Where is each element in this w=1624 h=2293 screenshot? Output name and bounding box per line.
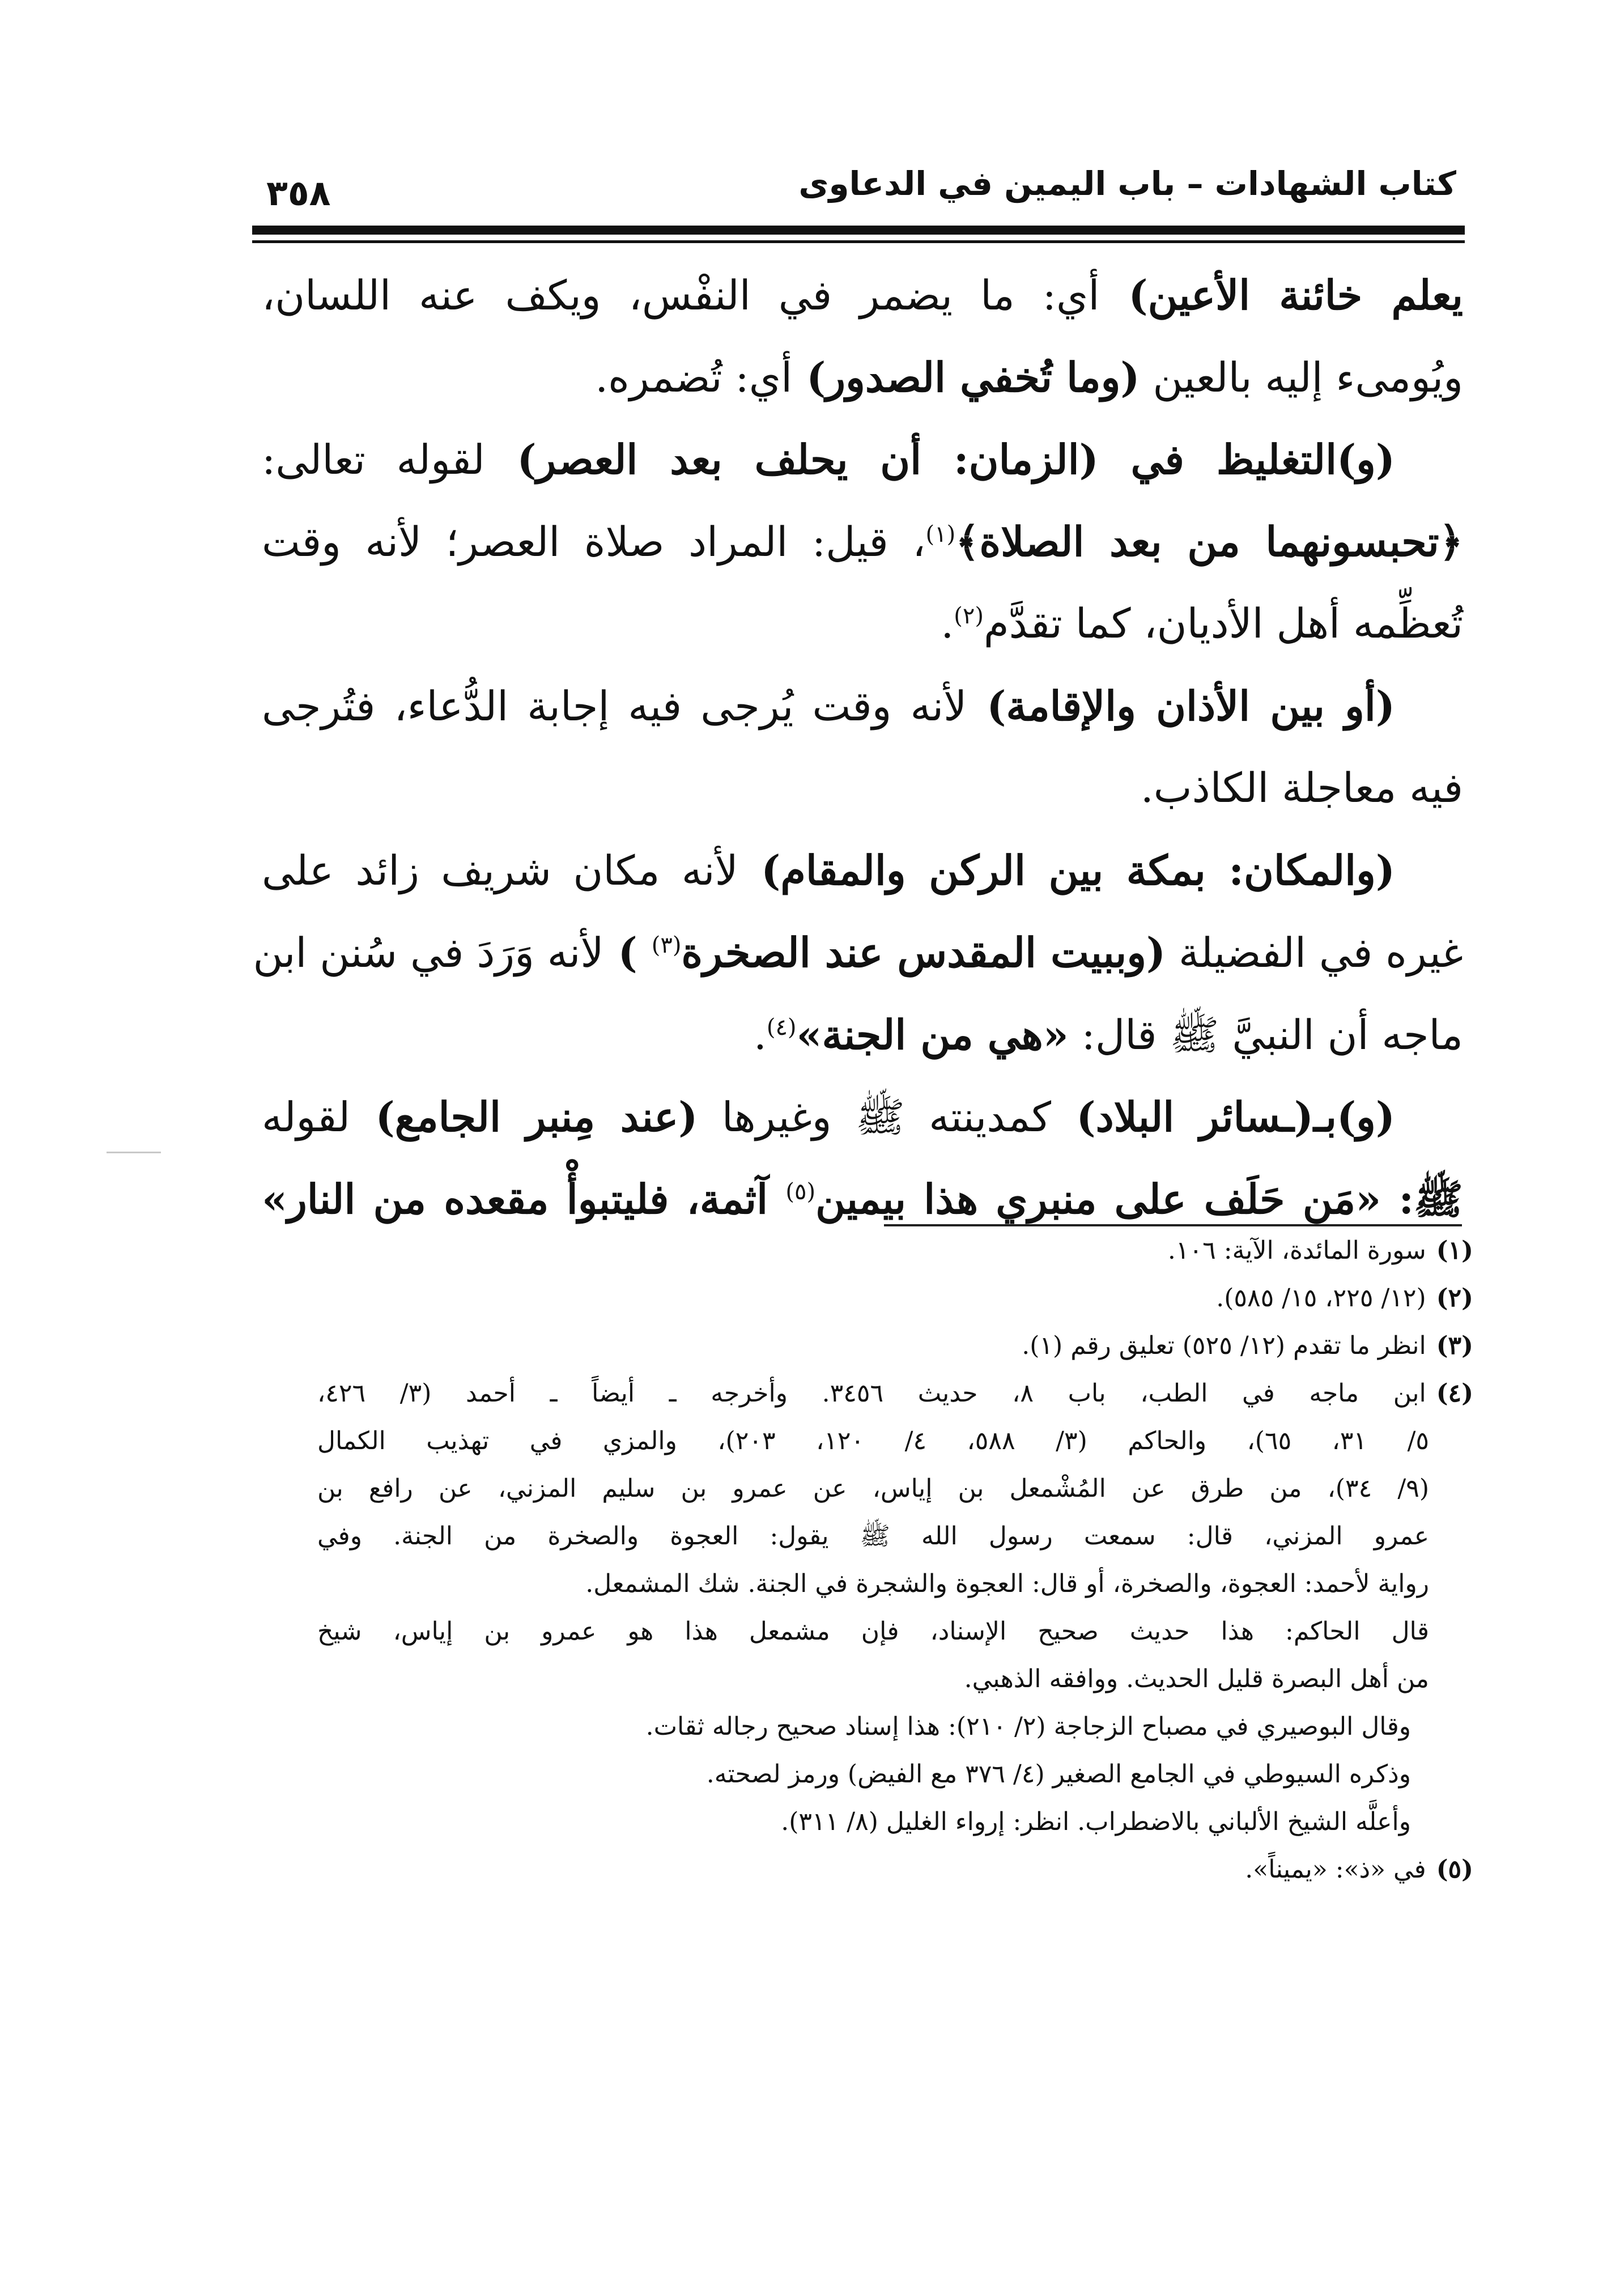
text-segment: ماجه أن النبيَّ ﷺ قال:: [1068, 1011, 1463, 1059]
text-segment: لأنه مكان شريف زائد على: [262, 847, 738, 894]
text-segment: غيره في الفضيلة: [1166, 929, 1463, 976]
text-line: [253, 911, 1463, 993]
footnote-line: [317, 1608, 1473, 1655]
text-segment: (وما تُخفي الصدور): [792, 353, 1140, 401]
page-number: ٣٥٨: [266, 172, 331, 214]
footnote-text: قال الحاكم: هذا حديث صحيح الإسناد، فإن مشمعل هذا هو عمرو بن إياس، شيخ: [317, 1617, 1429, 1646]
text-line: [262, 1076, 1463, 1158]
text-segment: لأنه وَرَدَ في سُنن ابن: [253, 929, 604, 976]
footnote-number: (١): [1436, 1236, 1473, 1265]
footnote-text: رواية لأحمد: العجوة، والصخرة، أو قال: العجوة والشجرة في الجنة. شك المشمعل.: [585, 1569, 1429, 1598]
text-segment: .: [753, 1011, 767, 1059]
page-header: [266, 159, 1456, 221]
footnote-line: [317, 1513, 1473, 1560]
footnote-text: وذكره السيوطي في الجامع الصغير (٤/ ٣٧٦ مع الفيض) ورمز لصحته.: [706, 1760, 1411, 1789]
footnote-line: [317, 1751, 1473, 1798]
text-segment: «هي من الجنة»: [796, 1010, 1069, 1059]
text-segment: ﴿تحبسونهما من بعد الصلاة﴾: [955, 517, 1463, 566]
text-segment: أي: تُضمره.: [595, 354, 793, 401]
footnote-line: [317, 1275, 1473, 1322]
footnote-number: (٢): [1436, 1284, 1473, 1313]
text-line: [262, 665, 1463, 747]
text-segment: (والمكان: بمكة بين الركن والمقام): [738, 846, 1395, 894]
footnote-text: ٥/ ٣١، ٦٥)، والحاكم (٣/ ٥٨٨، ٤/ ١٢٠، ٢٠٣)، والمزي في تهذيب الكمال: [317, 1426, 1430, 1455]
text-segment: .: [941, 600, 954, 647]
footnote-ref: (٥): [785, 1179, 816, 1205]
footnotes: [317, 1227, 1473, 1893]
text-segment: كمدينته ﷺ وغيرها: [698, 1093, 1051, 1141]
footnote-number: (٤): [1436, 1379, 1474, 1408]
text-line: [262, 336, 1463, 418]
footnote-ref: (١): [925, 521, 956, 547]
footnote-ref: (٣): [651, 932, 682, 958]
footnote-text: (١٢/ ٢٢٥، ١٥/ ٥٨٥).: [1216, 1284, 1426, 1313]
footnote-number: (٥): [1436, 1855, 1473, 1884]
footnote-text: في «ذ»: «يميناً».: [1245, 1855, 1426, 1884]
footnote-text: انظر ما تقدم (١٢/ ٥٢٥) تعليق رقم (١).: [1022, 1331, 1426, 1360]
text-line: [262, 418, 1463, 500]
footnote-text: من أهل البصرة قليل الحديث. ووافقه الذهبي.: [964, 1664, 1429, 1693]
footnote-text: سورة المائدة، الآية: ١٠٦.: [1167, 1236, 1426, 1265]
text-segment: (أو بين الأذان والإقامة): [967, 682, 1395, 730]
footnote-text: وقال البوصيري في مصباح الزجاجة (٢/ ٢١٠): هذا إسناد صحيح رجاله ثقات.: [645, 1712, 1411, 1741]
footnote-line: [317, 1370, 1473, 1417]
text-segment: فيه معاجلة الكاذب.: [1140, 764, 1463, 812]
footnote-line: [317, 1465, 1473, 1513]
footnote-ref: (٢): [954, 603, 984, 629]
text-segment: ﷺ: «مَن حَلَف على منبري هذا بيمين: [815, 1175, 1463, 1223]
footnote-number: (٣): [1436, 1331, 1473, 1360]
footnote-line: [317, 1560, 1473, 1608]
text-segment: لقوله تعالى:: [262, 436, 485, 483]
footnote-text: وأعلَّه الشيخ الألباني بالاضطراب. انظر: إرواء الغليل (٨/ ٣١١).: [781, 1807, 1411, 1836]
footnote-line: [317, 1322, 1473, 1370]
text-line: [262, 829, 1463, 911]
text-segment: تُعظِّمه أهل الأديان، كما تقدَّم: [984, 600, 1463, 647]
text-segment: (وببيت المقدس عند الصخرة: [681, 928, 1166, 976]
footnote-line: [317, 1655, 1473, 1703]
scan-edge-mark: [107, 1152, 161, 1153]
text-line: [262, 500, 1463, 583]
footnote-line: [317, 1417, 1473, 1465]
footnote-line: [317, 1703, 1473, 1751]
text-segment: آثمة، فليتبوأْ مقعده من النار»: [262, 1175, 786, 1223]
text-segment: أي: ما يضمر في النفْس، ويكف عنه اللسان،: [262, 271, 1100, 319]
footnote-ref: (٤): [766, 1014, 797, 1041]
header-rule-thin: [252, 240, 1465, 243]
text-segment: (و)بـ(ـسائر البلاد): [1051, 1093, 1395, 1141]
footnote-line: [317, 1798, 1473, 1846]
running-title: كتاب الشهادات – باب اليمين في الدعاوى: [798, 164, 1456, 203]
main-text: [253, 254, 1463, 1240]
text-segment: (و)التغليظ في (الزمان: أن يحلف بعد العصر): [484, 435, 1395, 483]
text-segment: لقوله: [262, 1093, 351, 1141]
footnote-text: عمرو المزني، قال: سمعت رسول الله ﷺ يقول: العجوة والصخرة من الجنة. وفي: [317, 1522, 1429, 1551]
text-segment: ): [603, 928, 652, 976]
text-segment: ويُومىء إليه بالعين: [1140, 354, 1463, 401]
text-line: [262, 993, 1463, 1076]
footnote-separator: [884, 1224, 1462, 1226]
text-line: [262, 747, 1463, 829]
text-line: [262, 583, 1463, 665]
footnote-text: (٩/ ٣٤)، من طرق عن المُشْمعل بن إياس، عن عمرو بن سليم المزني، عن رافع بن: [317, 1474, 1429, 1503]
text-segment: يعلم خائنة الأعين): [1099, 271, 1463, 319]
header-rule-thick: [252, 226, 1465, 235]
text-segment: (عند مِنبر الجامع): [350, 1093, 698, 1141]
text-segment: ، قيل: المراد صلاة العصر؛ لأنه وقت: [262, 518, 926, 566]
footnote-line: [317, 1227, 1473, 1275]
footnote-text: ابن ماجه في الطب، باب ٨، حديث ٣٤٥٦. وأخرجه ـ أيضاً ـ أحمد (٣/ ٤٢٦،: [317, 1379, 1426, 1408]
footnote-line: [317, 1846, 1473, 1893]
text-segment: لأنه وقت يُرجى فيه إجابة الدُّعاء، فتُرجى: [262, 682, 967, 730]
text-line: [262, 254, 1463, 336]
